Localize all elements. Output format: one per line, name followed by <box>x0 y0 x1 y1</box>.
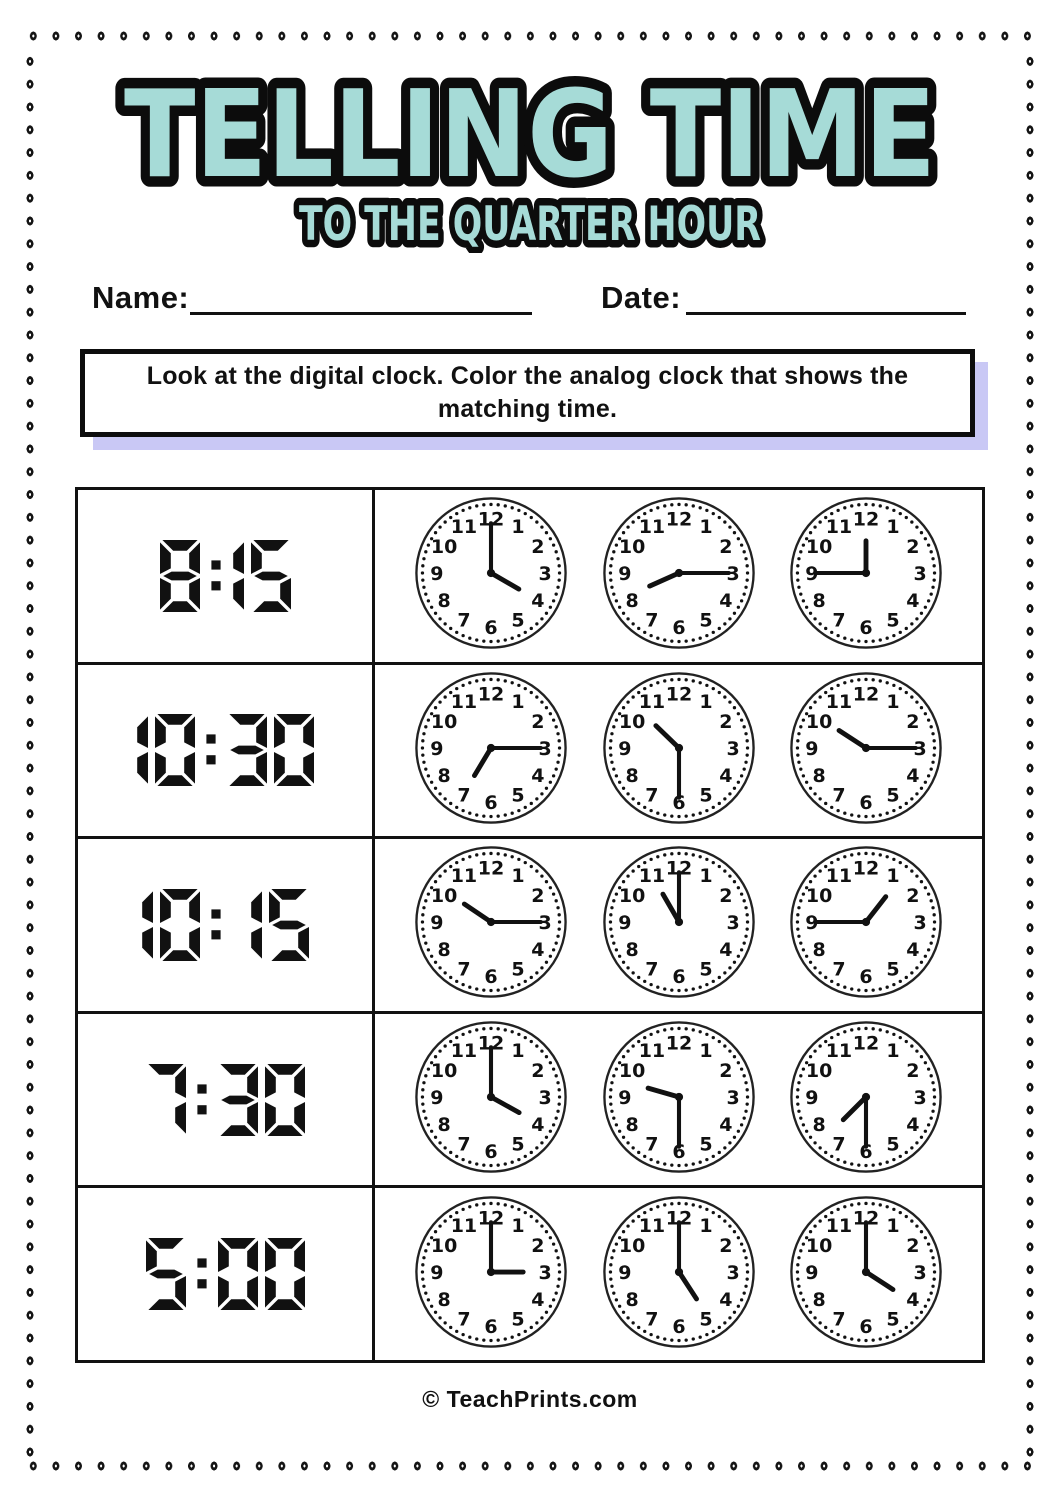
clock-numeral: 5 <box>886 959 900 982</box>
clock-numeral: 6 <box>859 1141 873 1164</box>
clock-numeral: 11 <box>825 516 853 539</box>
clock-numeral: 4 <box>530 939 545 962</box>
page-subtitle: TO THE QUARTER HOUR <box>299 197 761 252</box>
analog-clock-option-wrap[interactable] <box>413 670 569 831</box>
clock-numeral: 6 <box>484 617 498 640</box>
seven-segment-char <box>207 889 225 961</box>
clock-numeral: 3 <box>538 737 552 760</box>
clock-numeral: 10 <box>618 710 645 733</box>
seven-segment-char <box>146 1238 186 1310</box>
clock-numeral: 9 <box>617 912 632 935</box>
clock-numeral: 12 <box>665 683 692 706</box>
clock-numeral: 1 <box>886 1214 900 1237</box>
clock-numeral: 10 <box>806 710 833 733</box>
analog-clock-option-wrap[interactable] <box>413 1194 569 1355</box>
worksheet-row <box>78 662 982 837</box>
clock-numeral: 1 <box>886 1040 900 1063</box>
clock-numeral: 11 <box>638 1214 665 1237</box>
name-label: Name: <box>92 280 190 315</box>
clock-numeral: 6 <box>484 1141 498 1164</box>
clock-numeral: 7 <box>832 784 846 807</box>
seven-segment-char <box>232 540 244 612</box>
clock-numeral: 11 <box>825 1040 853 1063</box>
clock-numeral: 4 <box>530 764 545 787</box>
clock-numeral: 1 <box>511 690 525 713</box>
clock-numeral: 5 <box>886 609 900 632</box>
clock-numeral: 8 <box>812 939 827 962</box>
clock-numeral: 8 <box>625 764 639 787</box>
clock-numeral: 11 <box>450 1040 477 1063</box>
clock-numeral: 3 <box>725 737 740 760</box>
clock-numeral: 4 <box>906 1113 920 1136</box>
clock-numeral: 1 <box>698 690 713 713</box>
clock-numeral: 8 <box>625 1288 639 1311</box>
clock-numeral: 2 <box>530 1059 545 1082</box>
dotted-border-right <box>1022 50 1038 1458</box>
clock-numeral: 9 <box>617 563 632 586</box>
analog-clock-option-wrap[interactable] <box>788 1019 944 1180</box>
analog-clock-option-wrap[interactable] <box>788 844 944 1005</box>
seven-segment-char <box>274 714 314 786</box>
clock-numeral: 5 <box>886 784 900 807</box>
clock-numeral: 8 <box>437 1288 451 1311</box>
clock-numeral: 12 <box>477 1032 504 1055</box>
clock-numeral: 9 <box>805 912 819 935</box>
clock-numeral: 10 <box>806 885 833 908</box>
clock-numeral: 8 <box>625 1113 639 1136</box>
clock-numeral: 10 <box>430 1234 458 1257</box>
clock-numeral: 11 <box>638 690 665 713</box>
clock-numeral: 9 <box>805 563 819 586</box>
clock-numeral: 6 <box>859 617 873 640</box>
clock-numeral: 12 <box>665 509 692 532</box>
clock-numeral: 7 <box>644 1308 659 1331</box>
seven-segment-char <box>207 540 225 612</box>
clock-numeral: 1 <box>698 865 713 888</box>
clock-numeral: 9 <box>805 1261 819 1284</box>
clock-numeral: 8 <box>625 590 639 613</box>
clock-numeral: 7 <box>644 959 659 982</box>
clock-numeral: 2 <box>718 885 732 908</box>
analog-clock-option[interactable] <box>601 670 757 826</box>
analog-clock-option[interactable] <box>788 495 944 651</box>
seven-segment-char <box>202 714 220 786</box>
clock-numeral: 12 <box>665 1207 692 1230</box>
clock-numeral: 3 <box>913 912 927 935</box>
clock-numeral: 12 <box>853 509 880 532</box>
clock-numeral: 10 <box>806 1234 833 1257</box>
analog-clock-option[interactable] <box>413 1194 569 1350</box>
clock-numeral: 9 <box>617 1261 632 1284</box>
clock-numeral: 11 <box>825 1214 853 1237</box>
clock-numeral: 9 <box>617 737 632 760</box>
seven-segment-char <box>227 714 267 786</box>
analog-clock-option-wrap[interactable] <box>601 844 757 1005</box>
clock-numeral: 7 <box>457 609 471 632</box>
clock-numeral: 5 <box>698 1133 713 1156</box>
analog-clock-option[interactable] <box>413 495 569 651</box>
clock-numeral: 3 <box>725 1086 740 1109</box>
clock-numeral: 2 <box>718 536 732 559</box>
clock-numeral: 9 <box>617 1086 632 1109</box>
clock-numeral: 5 <box>511 1133 525 1156</box>
clock-numeral: 8 <box>437 939 451 962</box>
dotted-border-bottom <box>22 1458 1038 1474</box>
analog-clock-option[interactable] <box>601 1194 757 1350</box>
clock-numeral: 8 <box>812 590 827 613</box>
clock-numeral: 11 <box>450 1214 477 1237</box>
clock-numeral: 3 <box>538 1261 552 1284</box>
date-field-line[interactable] <box>686 278 966 315</box>
clock-numeral: 3 <box>913 563 927 586</box>
worksheet-table <box>75 487 985 1363</box>
clock-options <box>375 1014 982 1186</box>
clock-numeral: 2 <box>530 1234 545 1257</box>
clock-numeral: 12 <box>853 1032 880 1055</box>
dotted-border-left <box>22 50 38 1458</box>
seven-segment-char <box>269 889 309 961</box>
clock-numeral: 3 <box>725 912 740 935</box>
clock-numeral: 2 <box>718 710 732 733</box>
clock-numeral: 4 <box>906 1288 920 1311</box>
clock-numeral: 5 <box>886 1308 900 1331</box>
clock-numeral: 5 <box>511 959 525 982</box>
seven-segment-char <box>218 1238 258 1310</box>
clock-numeral: 1 <box>511 1214 525 1237</box>
clock-numeral: 7 <box>832 609 846 632</box>
clock-numeral: 2 <box>530 536 545 559</box>
clock-numeral: 5 <box>511 784 525 807</box>
clock-numeral: 12 <box>477 509 504 532</box>
clock-numeral: 6 <box>671 966 686 989</box>
clock-numeral: 12 <box>477 858 504 881</box>
clock-numeral: 6 <box>859 1315 873 1338</box>
clock-numeral: 2 <box>718 1059 732 1082</box>
clock-numeral: 1 <box>698 516 713 539</box>
clock-numeral: 10 <box>430 885 458 908</box>
seven-segment-char <box>155 714 195 786</box>
analog-clock-option-wrap[interactable] <box>413 1019 569 1180</box>
clock-numeral: 10 <box>806 1059 833 1082</box>
clock-numeral: 1 <box>511 865 525 888</box>
clock-numeral: 10 <box>430 1059 458 1082</box>
clock-numeral: 8 <box>625 939 639 962</box>
clock-numeral: 2 <box>906 885 920 908</box>
analog-clock-option-wrap[interactable] <box>601 495 757 656</box>
analog-clock-option-wrap[interactable] <box>601 670 757 831</box>
clock-options <box>375 665 982 837</box>
seven-segment-char <box>218 1064 258 1136</box>
clock-numeral: 12 <box>477 1207 504 1230</box>
title-block <box>0 48 1060 253</box>
clock-numeral: 4 <box>906 939 920 962</box>
clock-numeral: 12 <box>853 1207 880 1230</box>
clock-numeral: 9 <box>430 912 444 935</box>
clock-numeral: 11 <box>450 690 477 713</box>
clock-numeral: 11 <box>638 516 665 539</box>
clock-numeral: 10 <box>618 885 645 908</box>
analog-clock-option[interactable] <box>413 1019 569 1175</box>
clock-numeral: 4 <box>718 764 732 787</box>
clock-numeral: 7 <box>644 1133 659 1156</box>
analog-clock-option-wrap[interactable] <box>413 495 569 656</box>
instruction-text: Look at the digital clock. Color the analog clock that shows the matching time. <box>146 362 909 423</box>
clock-numeral: 7 <box>457 959 471 982</box>
clock-numeral: 5 <box>886 1133 900 1156</box>
clock-numeral: 2 <box>530 885 545 908</box>
clock-numeral: 9 <box>430 737 444 760</box>
clock-numeral: 1 <box>698 1214 713 1237</box>
clock-numeral: 6 <box>484 966 498 989</box>
clock-numeral: 7 <box>832 1133 846 1156</box>
clock-numeral: 12 <box>477 683 504 706</box>
worksheet-row <box>78 1011 982 1186</box>
seven-segment-char <box>250 889 262 961</box>
clock-numeral: 5 <box>698 1308 713 1331</box>
clock-numeral: 9 <box>430 1086 444 1109</box>
clock-numeral: 8 <box>437 764 451 787</box>
clock-numeral: 6 <box>671 617 686 640</box>
clock-numeral: 7 <box>457 1308 471 1331</box>
analog-clock-option[interactable] <box>601 1019 757 1175</box>
clock-numeral: 1 <box>698 1040 713 1063</box>
clock-numeral: 11 <box>638 865 665 888</box>
clock-numeral: 12 <box>853 683 880 706</box>
clock-numeral: 11 <box>825 690 853 713</box>
clock-numeral: 8 <box>812 1113 827 1136</box>
clock-numeral: 12 <box>853 858 880 881</box>
clock-numeral: 8 <box>812 764 827 787</box>
clock-numeral: 4 <box>718 939 732 962</box>
analog-clock-option[interactable] <box>788 670 944 826</box>
seven-segment-char <box>193 1064 211 1136</box>
clock-numeral: 8 <box>437 590 451 613</box>
clock-numeral: 3 <box>538 1086 552 1109</box>
clock-numeral: 9 <box>805 737 819 760</box>
clock-numeral: 2 <box>906 1059 920 1082</box>
digital-time-display <box>78 1188 375 1360</box>
date-label: Date: <box>601 280 682 315</box>
clock-numeral: 7 <box>457 784 471 807</box>
clock-numeral: 2 <box>718 1234 732 1257</box>
clock-numeral: 11 <box>450 516 477 539</box>
clock-numeral: 12 <box>665 1032 692 1055</box>
clock-numeral: 11 <box>450 865 477 888</box>
seven-segment-char <box>146 1064 186 1136</box>
clock-numeral: 3 <box>913 737 927 760</box>
analog-clock-option-wrap[interactable] <box>788 670 944 831</box>
clock-numeral: 5 <box>511 609 525 632</box>
analog-clock-option[interactable] <box>413 844 569 1000</box>
analog-clock-option-wrap[interactable] <box>601 1019 757 1180</box>
clock-numeral: 4 <box>718 590 732 613</box>
clock-numeral: 2 <box>530 710 545 733</box>
clock-options <box>375 839 982 1011</box>
clock-numeral: 6 <box>671 791 686 814</box>
clock-numeral: 3 <box>538 563 552 586</box>
clock-numeral: 7 <box>832 1308 846 1331</box>
page-title: TELLING TIME <box>124 66 936 205</box>
clock-numeral: 4 <box>530 1113 545 1136</box>
seven-segment-char <box>251 540 291 612</box>
clock-numeral: 6 <box>671 1315 686 1338</box>
clock-numeral: 10 <box>618 1059 645 1082</box>
worksheet-row <box>78 490 982 662</box>
clock-numeral: 4 <box>906 590 920 613</box>
seven-segment-char <box>136 714 148 786</box>
footer-credit: © TeachPrints.com <box>422 1386 638 1412</box>
clock-numeral: 6 <box>859 966 873 989</box>
clock-numeral: 3 <box>725 563 740 586</box>
clock-numeral: 5 <box>698 959 713 982</box>
clock-numeral: 10 <box>806 536 833 559</box>
clock-numeral: 7 <box>457 1133 471 1156</box>
dotted-border-top <box>22 28 1038 44</box>
analog-clock-option[interactable] <box>788 1019 944 1175</box>
seven-segment-char <box>265 1064 305 1136</box>
name-field-line[interactable] <box>190 278 532 315</box>
analog-clock-option[interactable] <box>601 495 757 651</box>
name-date-row <box>0 278 1060 322</box>
analog-clock-option[interactable] <box>788 844 944 1000</box>
worksheet-row <box>78 836 982 1011</box>
clock-numeral: 11 <box>825 865 853 888</box>
clock-numeral: 10 <box>430 710 458 733</box>
clock-numeral: 9 <box>430 1261 444 1284</box>
clock-numeral: 3 <box>913 1086 927 1109</box>
clock-options <box>375 490 982 662</box>
clock-numeral: 1 <box>886 516 900 539</box>
clock-numeral: 6 <box>859 791 873 814</box>
seven-segment-char <box>265 1238 305 1310</box>
clock-numeral: 9 <box>805 1086 819 1109</box>
clock-numeral: 4 <box>718 1113 732 1136</box>
clock-numeral: 8 <box>437 1113 451 1136</box>
clock-numeral: 10 <box>618 1234 645 1257</box>
clock-numeral: 6 <box>484 791 498 814</box>
analog-clock-option[interactable] <box>788 1194 944 1350</box>
clock-numeral: 3 <box>538 912 552 935</box>
clock-numeral: 5 <box>511 1308 525 1331</box>
clock-numeral: 10 <box>618 536 645 559</box>
instruction-box <box>80 349 975 437</box>
clock-numeral: 4 <box>906 764 920 787</box>
clock-numeral: 8 <box>812 1288 827 1311</box>
analog-clock-option[interactable] <box>413 670 569 826</box>
digital-time-display <box>78 490 375 662</box>
clock-numeral: 11 <box>638 1040 665 1063</box>
worksheet-row <box>78 1185 982 1360</box>
clock-numeral: 1 <box>511 516 525 539</box>
analog-clock-option-wrap[interactable] <box>788 495 944 656</box>
clock-numeral: 9 <box>430 563 444 586</box>
clock-numeral: 4 <box>530 1288 545 1311</box>
seven-segment-char <box>160 540 200 612</box>
clock-numeral: 4 <box>718 1288 732 1311</box>
digital-time-display <box>78 665 375 837</box>
analog-clock-option-wrap[interactable] <box>601 1194 757 1355</box>
clock-numeral: 6 <box>484 1315 498 1338</box>
clock-numeral: 3 <box>725 1261 740 1284</box>
clock-numeral: 7 <box>644 784 659 807</box>
clock-numeral: 1 <box>511 1040 525 1063</box>
analog-clock-option[interactable] <box>601 844 757 1000</box>
seven-segment-char <box>160 889 200 961</box>
analog-clock-option-wrap[interactable] <box>413 844 569 1005</box>
clock-numeral: 10 <box>430 536 458 559</box>
analog-clock-option-wrap[interactable] <box>788 1194 944 1355</box>
seven-segment-char <box>141 889 153 961</box>
seven-segment-char <box>193 1238 211 1310</box>
digital-time-display <box>78 1014 375 1186</box>
clock-numeral: 4 <box>530 590 545 613</box>
clock-numeral: 5 <box>698 784 713 807</box>
clock-numeral: 6 <box>671 1141 686 1164</box>
clock-numeral: 2 <box>906 536 920 559</box>
clock-numeral: 5 <box>698 609 713 632</box>
clock-numeral: 12 <box>665 858 692 881</box>
digital-time-display <box>78 839 375 1011</box>
clock-options <box>375 1188 982 1360</box>
clock-numeral: 7 <box>832 959 846 982</box>
clock-numeral: 7 <box>644 609 659 632</box>
clock-numeral: 3 <box>913 1261 927 1284</box>
clock-numeral: 1 <box>886 865 900 888</box>
clock-numeral: 2 <box>906 1234 920 1257</box>
clock-numeral: 2 <box>906 710 920 733</box>
clock-numeral: 1 <box>886 690 900 713</box>
